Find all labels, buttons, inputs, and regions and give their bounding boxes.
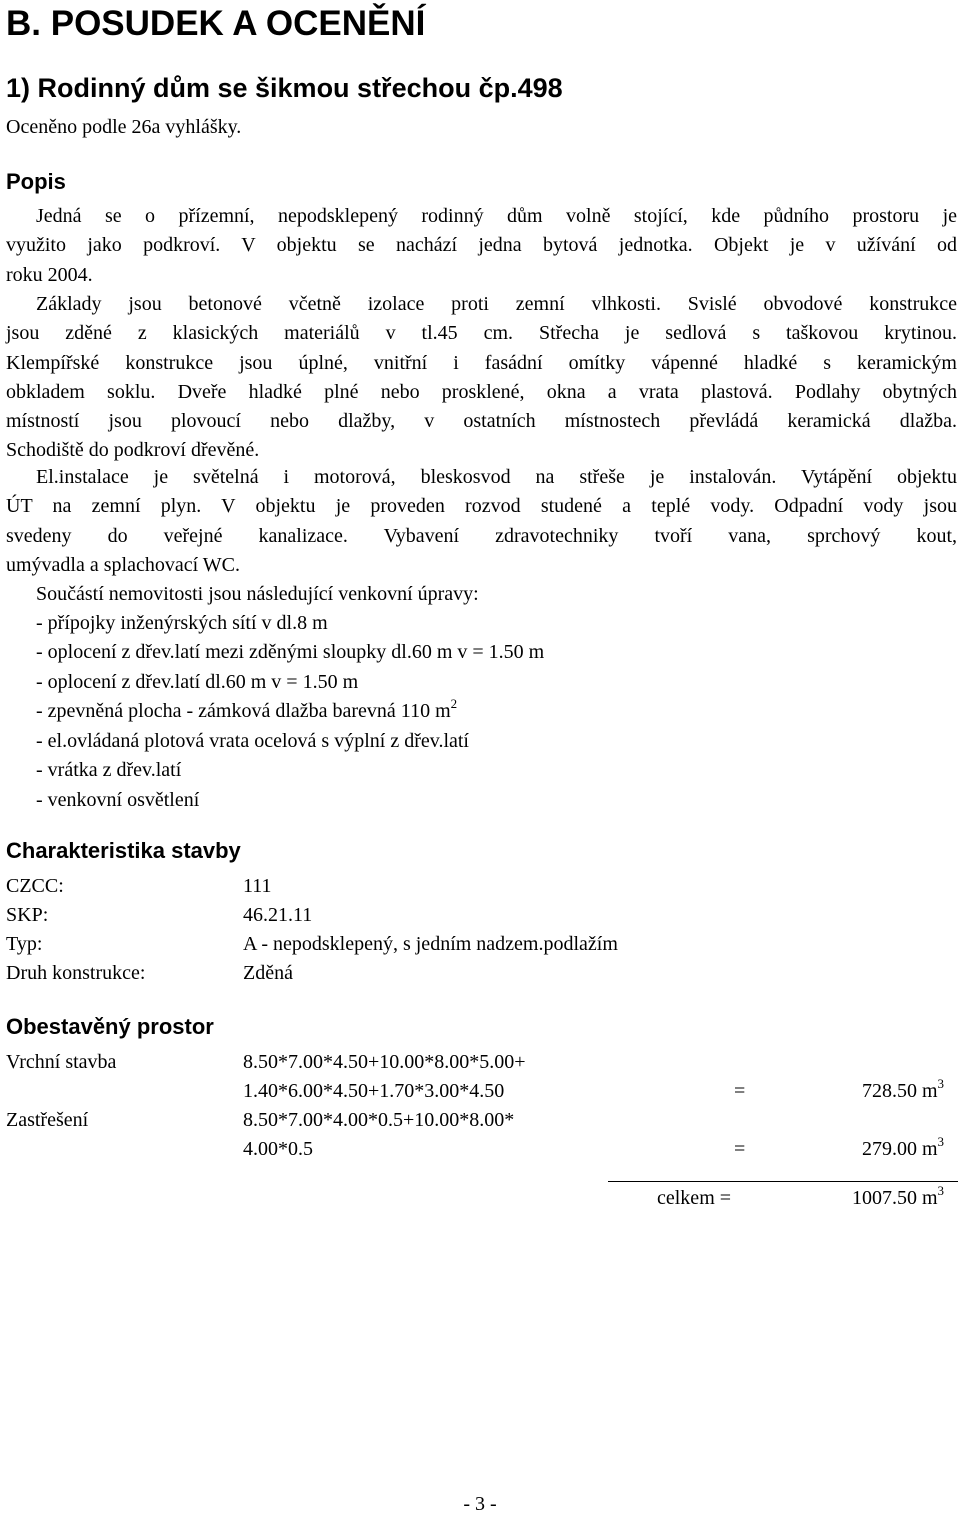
characteristic-value: Zděná [243,962,293,984]
valuation-note: Oceněno podle 26a vyhlášky. [6,116,242,138]
volume-formula-line: 4.00*0.5 [243,1138,313,1160]
list-item: - oplocení z dřev.latí dl.60 m v = 1.50 m [36,670,359,693]
characteristic-row [6,930,946,959]
characteristic-value: A - nepodsklepený, s jedním nadzem.podlažím [243,933,618,955]
description-paragraph-3 [6,463,957,580]
equals-sign: = [734,1080,746,1102]
volume-value: 728.50 m [861,1080,938,1102]
characteristic-label: CZCC: [6,875,64,897]
list-item: - oplocení z dřev.latí mezi zděnými sloupky dl.60 m v = 1.50 m [36,641,545,664]
list-item [36,697,544,727]
volume-heading: Obestavěný prostor [6,1014,214,1039]
volume-label: Vrchní stavba [6,1051,117,1073]
equals-sign: = [734,1138,746,1160]
accessories-list [36,609,544,815]
volume-formula-line: 8.50*7.00*4.50+10.00*8.00*5.00+ [243,1051,526,1073]
total-divider [608,1181,958,1182]
list-item-text: - zpevněná plocha - zámková dlažba barevná 110 m [36,699,451,722]
unit-superscript: 3 [937,1134,944,1149]
list-item: - el.ovládaná plotová vrata ocelová s výplní z dřev.latí [36,730,469,753]
volume-value: 279.00 m [861,1138,938,1160]
description-paragraph-1 [6,202,957,290]
accessories-intro: Součástí nemovitosti jsou následující venkovní úpravy: [36,583,479,605]
characteristics-heading: Charakteristika stavby [6,838,241,863]
characteristic-label: Druh konstrukce: [6,962,146,984]
item-title: 1) Rodinný dům se šikmou střechou čp.498 [6,73,563,103]
volume-formula-line: 8.50*7.00*4.00*0.5+10.00*8.00* [243,1109,515,1131]
text-line: ÚT na zemní plyn. V objektu je proveden rozvod studené a teplé vody. Odpadní vody jsou [6,495,957,518]
section-title: B. POSUDEK A OCENĚNÍ [6,4,426,43]
text-line: umývadla a splachovací WC. [6,553,241,576]
description-paragraph-2 [6,290,957,466]
total-label: celkem = [657,1187,732,1209]
total-result [852,1184,944,1213]
unit-superscript: 3 [937,1183,944,1198]
text-line: místností jsou plovoucí nebo dlažby, v ostatních místnostech převládá keramická dlažba. [6,410,957,433]
unit-superscript: 3 [937,1076,944,1091]
characteristic-row [6,901,946,930]
characteristic-label: SKP: [6,904,49,926]
text-line: Jedná se o přízemní, nepodsklepený rodinný dům volně stojící, kde půdního prostoru je [36,205,957,227]
text-line: obkladem soklu. Dveře hladké plné nebo prosklené, okna a vrata plastová. Podlahy obytných [6,380,957,403]
text-line: jsou zděné z klasických materiálů v tl.45 cm. Střecha je sedlová s taškovou krytinou. [6,322,957,345]
volume-result [862,1077,944,1106]
page-number: - 3 - [463,1493,497,1515]
text-line: Základy jsou betonové včetně izolace proti zemní vlhkosti. Svislé obvodové konstrukce [36,293,957,315]
text-line: Schodiště do podkroví dřevěné. [6,439,260,462]
volume-label: Zastřešení [6,1109,89,1131]
total-value: 1007.50 m [851,1187,938,1209]
text-line: využito jako podkroví. V objektu se nachází jedna bytová jednotka. Objekt je v užívání od [6,234,957,257]
volume-formula-line: 1.40*6.00*4.50+1.70*3.00*4.50 [243,1080,505,1102]
text-line: roku 2004. [6,263,93,286]
characteristic-value: 111 [243,875,272,897]
list-item: - přípojky inženýrských sítí v dl.8 m [36,612,328,634]
characteristic-row [6,872,946,901]
list-item: - venkovní osvětlení [36,788,200,811]
characteristic-row [6,959,946,988]
unit-superscript: 2 [450,695,458,711]
characteristic-label: Typ: [6,933,43,955]
description-heading: Popis [6,169,66,194]
text-line: Klempířské konstrukce jsou úplné, vnitřní i fasádní omítky vápenné hladké s keramickým [6,351,957,374]
volume-result [862,1135,944,1164]
text-line: El.instalace je světelná i motorová, bleskosvod na střeše je instalován. Vytápění objektu [36,466,957,488]
list-item: - vrátka z dřev.latí [36,759,182,782]
characteristic-value: 46.21.11 [243,904,313,926]
text-line: svedeny do veřejné kanalizace. Vybavení zdravotechniky tvoří vana, sprchový kout, [6,524,957,547]
